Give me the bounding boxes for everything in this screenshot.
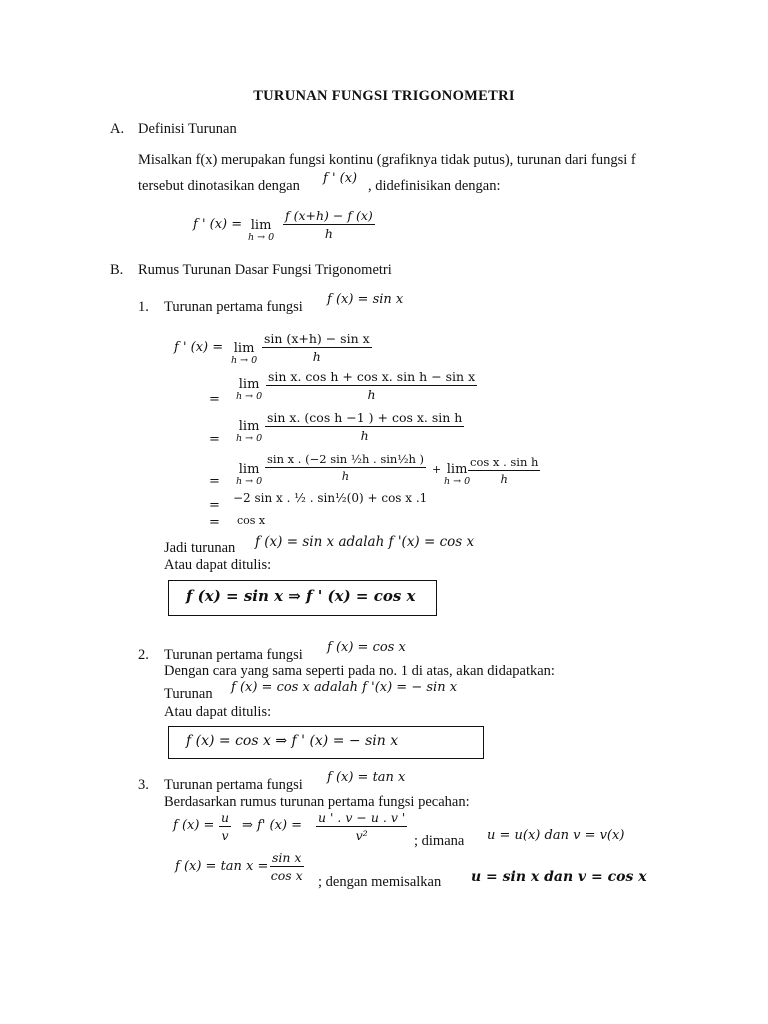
item2-label: Turunan pertama fungsi	[164, 647, 303, 663]
item1-boxed-formula: f (x) = sin x ⇒ f ' (x) = cos x	[186, 587, 416, 605]
item1-step3-denominator: h	[360, 428, 369, 443]
item3-memisalkan-formula: u = sin x dan v = cos x	[471, 869, 647, 885]
item3-memisalkan: ; dengan memisalkan	[318, 874, 442, 890]
limit-label: lim	[233, 341, 255, 356]
item3-uv-fraction	[219, 810, 231, 843]
section-a-paragraph-line1: Misalkan f(x) merupakan fungsi kontinu (grafiknya tidak putus), turunan dari fungsi f	[138, 152, 636, 168]
item1-step1-limit	[231, 341, 257, 366]
item3-fx-eq: f (x) =	[173, 818, 215, 833]
section-a-marker: A.	[110, 121, 125, 137]
item1-step6: cos x	[237, 514, 266, 527]
limit-label: lim	[238, 419, 260, 434]
item1-function: f (x) = sin x	[327, 292, 404, 307]
item2-function: f (x) = cos x	[327, 640, 406, 655]
item3-tan-fraction	[270, 850, 304, 883]
item1-step4-equals: =	[209, 474, 220, 489]
item1-step6-equals: =	[209, 515, 220, 530]
item1-step1-denominator: h	[312, 349, 321, 364]
limit-subscript: h → 0	[236, 476, 263, 487]
item2-boxed-formula: f (x) = cos x ⇒ f ' (x) = − sin x	[186, 733, 399, 749]
section-a-heading: Definisi Turunan	[138, 121, 237, 137]
limit-label: lim	[238, 377, 260, 392]
item1-step3-fraction	[265, 410, 464, 443]
item1-step3-numerator: sin x. (cos h −1 ) + cos x. sin h	[267, 410, 463, 425]
item3-rule-numerator: u ' . v − u . v '	[318, 810, 406, 825]
item3-function: f (x) = tan x	[327, 770, 406, 785]
item3-tan-lhs: f (x) = tan x =	[175, 859, 269, 874]
section-a-paragraph-line2: tersebut dinotasikan dengan	[138, 178, 300, 194]
limit-subscript: h → 0	[248, 232, 275, 243]
definition-denominator: h	[324, 226, 333, 241]
item1-step5-equals: =	[209, 498, 220, 513]
item3-number: 3.	[138, 777, 149, 793]
limit-subscript: h → 0	[444, 476, 471, 487]
item1-step4-fraction-b	[468, 455, 540, 486]
item3-v: v	[221, 828, 229, 843]
derivative-notation: f ' (x)	[323, 171, 358, 186]
item1-step1-numerator: sin (x+h) − sin x	[264, 331, 370, 346]
limit-subscript: h → 0	[236, 391, 263, 402]
item1-atau: Atau dapat ditulis:	[164, 557, 272, 573]
item1-jadi-formula: f (x) = sin x adalah f '(x) = cos x	[255, 534, 475, 550]
item3-rule-denominator: v²	[355, 828, 368, 843]
section-b-marker: B.	[110, 262, 124, 278]
item1-step2-limit	[236, 377, 262, 402]
item3-text: Berdasarkan rumus turunan pertama fungsi pecahan:	[164, 794, 470, 810]
item1-step4-denominator-b: h	[500, 472, 508, 486]
definition-fraction	[283, 208, 375, 241]
limit-label: lim	[238, 462, 260, 477]
item1-label: Turunan pertama fungsi	[164, 299, 303, 315]
item1-jadi-label: Jadi turunan	[164, 540, 236, 556]
item3-tan-denominator: cos x	[270, 868, 303, 883]
item1-step2-denominator: h	[367, 387, 376, 402]
item3-dimana-formula: u = u(x) dan v = v(x)	[487, 828, 625, 843]
item1-step1-fraction	[262, 331, 372, 364]
page-title: TURUNAN FUNGSI TRIGONOMETRI	[253, 88, 515, 104]
limit-label: lim	[446, 462, 468, 477]
section-a-paragraph-line2-end: , didefinisikan dengan:	[368, 178, 501, 194]
item3-dimana: ; dimana	[414, 833, 465, 849]
item3-rule-fraction	[316, 810, 407, 843]
item1-step4-limit-a	[236, 462, 262, 487]
item2-number: 2.	[138, 647, 149, 663]
item1-step2-equals: =	[209, 392, 220, 407]
item1-step5: −2 sin x . ½ . sin½(0) + cos x .1	[233, 491, 428, 505]
item2-text: Dengan cara yang sama seperti pada no. 1 di atas, akan didapatkan:	[164, 663, 555, 679]
item1-step1-lhs: f ' (x) =	[174, 340, 224, 355]
limit-subscript: h → 0	[236, 433, 263, 444]
item2-atau: Atau dapat ditulis:	[164, 704, 272, 720]
item1-step4-numerator-a: sin x . (−2 sin ½h . sin½h )	[267, 452, 425, 466]
item1-step3-equals: =	[209, 432, 220, 447]
item1-step4-numerator-b: cos x . sin h	[470, 455, 539, 469]
item1-step3-limit	[236, 419, 262, 444]
item1-number: 1.	[138, 299, 149, 315]
item3-tan-numerator: sin x	[272, 850, 302, 865]
definition-lhs: f ' (x) =	[193, 217, 243, 232]
limit-subscript: h → 0	[231, 355, 258, 366]
item3-u: u	[221, 810, 230, 825]
item2-turunan-formula: f (x) = cos x adalah f '(x) = − sin x	[231, 680, 458, 695]
item1-step4-plus: +	[432, 463, 442, 476]
item3-label: Turunan pertama fungsi	[164, 777, 303, 793]
item1-step2-fraction	[266, 369, 477, 402]
item1-step4-denominator-a: h	[341, 469, 350, 483]
item1-step4-limit-b	[444, 462, 470, 487]
item1-step2-numerator: sin x. cos h + cos x. sin h − sin x	[268, 369, 476, 384]
item2-turunan-label: Turunan	[164, 686, 213, 702]
item3-arrow: ⇒ f' (x) =	[242, 818, 303, 833]
section-b-heading: Rumus Turunan Dasar Fungsi Trigonometri	[138, 262, 392, 278]
item1-step4-fraction-a	[265, 452, 426, 483]
definition-limit	[248, 218, 274, 243]
limit-label: lim	[250, 218, 272, 233]
definition-numerator: f (x+h) − f (x)	[285, 208, 373, 223]
